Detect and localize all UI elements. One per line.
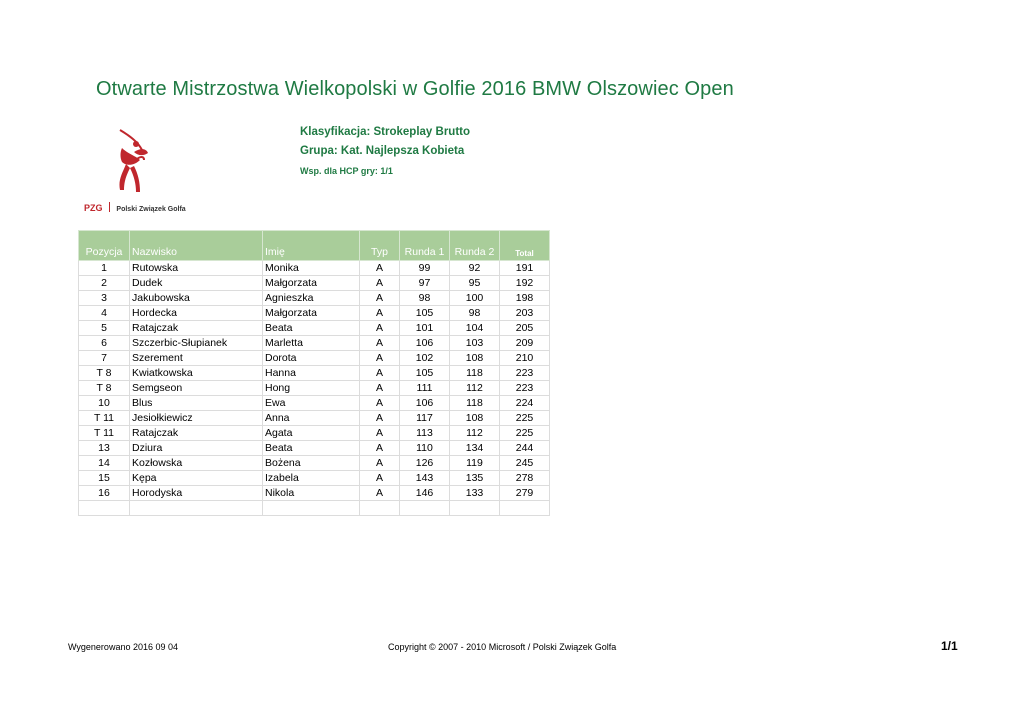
cell-type: A — [360, 411, 400, 426]
cell-r2: 95 — [450, 276, 500, 291]
cell-type: A — [360, 261, 400, 276]
cell-type: A — [360, 366, 400, 381]
cell-pos: 14 — [79, 456, 130, 471]
col-header-r1: Runda 1 — [400, 231, 450, 261]
cell-name: Małgorzata — [263, 306, 360, 321]
logo-org-name: Polski Związek Golfa — [116, 206, 186, 213]
cell-surname: Ratajczak — [130, 321, 263, 336]
cell-surname: Dudek — [130, 276, 263, 291]
cell-r2: 104 — [450, 321, 500, 336]
cell-type: A — [360, 276, 400, 291]
cell-type: A — [360, 321, 400, 336]
cell-pos: 10 — [79, 396, 130, 411]
cell-total: 245 — [500, 456, 550, 471]
cell-name: Beata — [263, 321, 360, 336]
cell-r2: 103 — [450, 336, 500, 351]
cell-total: 244 — [500, 441, 550, 456]
col-header-total: Total — [500, 231, 550, 261]
cell-empty — [263, 501, 360, 516]
cell-r1: 106 — [400, 396, 450, 411]
cell-type: A — [360, 426, 400, 441]
cell-pos: 7 — [79, 351, 130, 366]
cell-name: Marletta — [263, 336, 360, 351]
cell-r2: 112 — [450, 381, 500, 396]
cell-total: 205 — [500, 321, 550, 336]
cell-empty — [400, 501, 450, 516]
cell-r2: 118 — [450, 396, 500, 411]
cell-type: A — [360, 396, 400, 411]
cell-r1: 110 — [400, 441, 450, 456]
cell-r1: 143 — [400, 471, 450, 486]
cell-r1: 105 — [400, 306, 450, 321]
cell-total: 279 — [500, 486, 550, 501]
cell-name: Nikola — [263, 486, 360, 501]
table-row — [79, 321, 550, 336]
table-row — [79, 411, 550, 426]
table-row — [79, 351, 550, 366]
cell-r2: 118 — [450, 366, 500, 381]
cell-surname: Semgseon — [130, 381, 263, 396]
cell-r1: 146 — [400, 486, 450, 501]
cell-total: 224 — [500, 396, 550, 411]
cell-type: A — [360, 456, 400, 471]
cell-type: A — [360, 291, 400, 306]
cell-surname: Hordecka — [130, 306, 263, 321]
cell-r1: 102 — [400, 351, 450, 366]
table-row — [79, 471, 550, 486]
table-row — [79, 276, 550, 291]
cell-surname: Szerement — [130, 351, 263, 366]
page-number: 1/1 — [941, 639, 958, 653]
cell-type: A — [360, 351, 400, 366]
cell-type: A — [360, 486, 400, 501]
cell-r1: 97 — [400, 276, 450, 291]
table-row — [79, 306, 550, 321]
cell-type: A — [360, 381, 400, 396]
table-row — [79, 381, 550, 396]
cell-empty — [450, 501, 500, 516]
logo-brand: PZG — [84, 203, 103, 213]
cell-surname: Jesiołkiewicz — [130, 411, 263, 426]
cell-total: 223 — [500, 381, 550, 396]
cell-r2: 134 — [450, 441, 500, 456]
cell-pos: T 8 — [79, 366, 130, 381]
cell-name: Anna — [263, 411, 360, 426]
col-header-surname: Nazwisko — [130, 231, 263, 261]
cell-r2: 112 — [450, 426, 500, 441]
cell-r1: 111 — [400, 381, 450, 396]
cell-r2: 119 — [450, 456, 500, 471]
pzg-logo — [82, 126, 186, 216]
cell-r1: 99 — [400, 261, 450, 276]
cell-name: Hong — [263, 381, 360, 396]
cell-name: Izabela — [263, 471, 360, 486]
cell-name: Dorota — [263, 351, 360, 366]
cell-name: Agnieszka — [263, 291, 360, 306]
cell-name: Hanna — [263, 366, 360, 381]
table-row — [79, 456, 550, 471]
cell-r2: 108 — [450, 351, 500, 366]
cell-surname: Kozłowska — [130, 456, 263, 471]
cell-r1: 126 — [400, 456, 450, 471]
table-row — [79, 366, 550, 381]
cell-name: Agata — [263, 426, 360, 441]
cell-pos: 15 — [79, 471, 130, 486]
cell-r1: 98 — [400, 291, 450, 306]
cell-pos: 4 — [79, 306, 130, 321]
cell-total: 203 — [500, 306, 550, 321]
cell-pos: 6 — [79, 336, 130, 351]
cell-total: 278 — [500, 471, 550, 486]
cell-empty — [130, 501, 263, 516]
cell-surname: Blus — [130, 396, 263, 411]
cell-r1: 106 — [400, 336, 450, 351]
cell-pos: 13 — [79, 441, 130, 456]
cell-surname: Rutowska — [130, 261, 263, 276]
generated-date: Wygenerowano 2016 09 04 — [68, 642, 178, 652]
cell-pos: 3 — [79, 291, 130, 306]
cell-total: 192 — [500, 276, 550, 291]
cell-pos: T 11 — [79, 426, 130, 441]
cell-empty — [79, 501, 130, 516]
cell-pos: 16 — [79, 486, 130, 501]
col-header-r2: Runda 2 — [450, 231, 500, 261]
cell-type: A — [360, 336, 400, 351]
table-row — [79, 291, 550, 306]
hcp-label: Wsp. dla HCP gry: 1/1 — [300, 166, 393, 176]
cell-name: Małgorzata — [263, 276, 360, 291]
cell-pos: T 8 — [79, 381, 130, 396]
cell-total: 225 — [500, 411, 550, 426]
cell-surname: Horodyska — [130, 486, 263, 501]
cell-empty — [500, 501, 550, 516]
cell-r2: 135 — [450, 471, 500, 486]
col-header-pos: Pozycja — [79, 231, 130, 261]
page-title: Otwarte Mistrzostwa Wielkopolski w Golfie 2016 BMW Olszowiec Open — [96, 78, 734, 100]
cell-name: Monika — [263, 261, 360, 276]
cell-empty — [360, 501, 400, 516]
cell-surname: Dziura — [130, 441, 263, 456]
classification-label: Klasyfikacja: Strokeplay Brutto — [300, 126, 471, 138]
cell-type: A — [360, 471, 400, 486]
cell-r2: 100 — [450, 291, 500, 306]
cell-type: A — [360, 441, 400, 456]
cell-surname: Kwiatkowska — [130, 366, 263, 381]
cell-r2: 92 — [450, 261, 500, 276]
table-row — [79, 336, 550, 351]
cell-pos: 5 — [79, 321, 130, 336]
cell-total: 209 — [500, 336, 550, 351]
cell-r2: 108 — [450, 411, 500, 426]
col-header-name: Imię — [263, 231, 360, 261]
cell-total: 210 — [500, 351, 550, 366]
col-header-type: Typ — [360, 231, 400, 261]
group-label: Grupa: Kat. Najlepsza Kobieta — [300, 145, 465, 157]
cell-total: 198 — [500, 291, 550, 306]
cell-surname: Kępa — [130, 471, 263, 486]
logo-divider — [109, 202, 110, 212]
cell-r1: 117 — [400, 411, 450, 426]
cell-surname: Ratajczak — [130, 426, 263, 441]
cell-total: 223 — [500, 366, 550, 381]
table-header-row — [79, 231, 550, 261]
table-row — [79, 486, 550, 501]
cell-name: Beata — [263, 441, 360, 456]
cell-total: 191 — [500, 261, 550, 276]
cell-r1: 105 — [400, 366, 450, 381]
cell-r1: 101 — [400, 321, 450, 336]
cell-surname: Jakubowska — [130, 291, 263, 306]
cell-type: A — [360, 306, 400, 321]
cell-r1: 113 — [400, 426, 450, 441]
cell-r2: 133 — [450, 486, 500, 501]
cell-name: Bożena — [263, 456, 360, 471]
table-row — [79, 441, 550, 456]
cell-surname: Szczerbic-Słupianek — [130, 336, 263, 351]
results-table — [78, 230, 550, 516]
cell-pos: T 11 — [79, 411, 130, 426]
cell-r2: 98 — [450, 306, 500, 321]
cell-pos: 2 — [79, 276, 130, 291]
cell-pos: 1 — [79, 261, 130, 276]
table-row — [79, 426, 550, 441]
table-row — [79, 261, 550, 276]
table-row — [79, 396, 550, 411]
cell-name: Ewa — [263, 396, 360, 411]
copyright: Copyright © 2007 - 2010 Microsoft / Polski Związek Golfa — [388, 642, 617, 652]
table-row-empty — [79, 501, 550, 516]
cell-total: 225 — [500, 426, 550, 441]
